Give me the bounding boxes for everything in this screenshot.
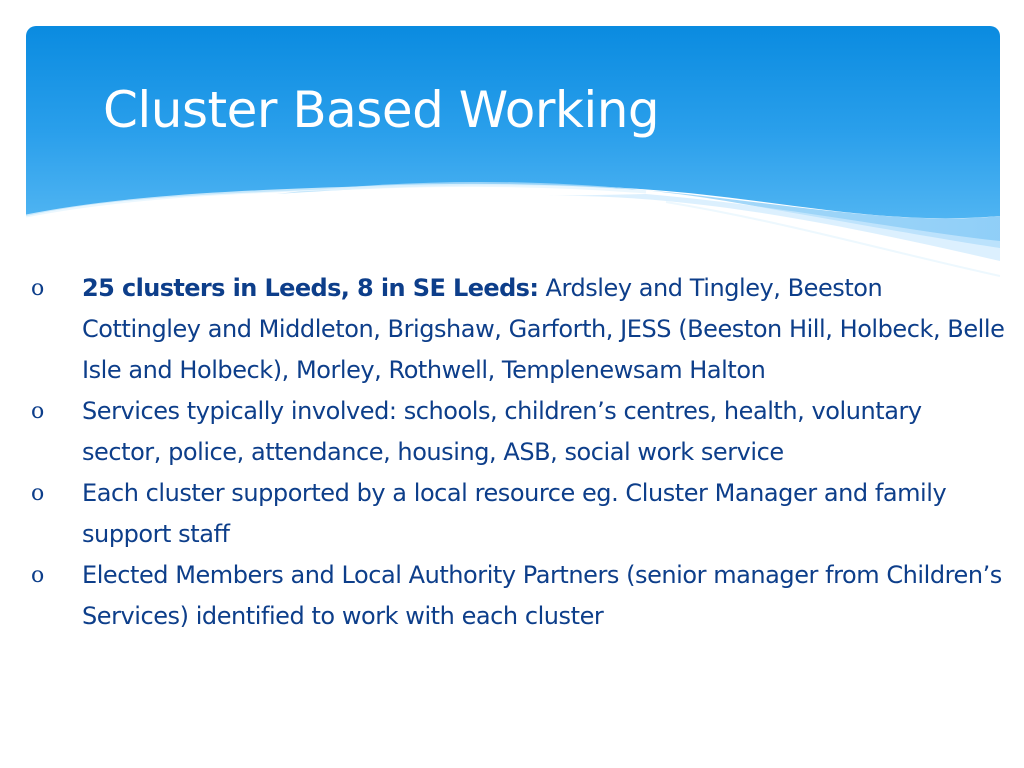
bullet-list <box>26 268 1006 637</box>
bullet-item <box>26 473 1006 555</box>
header-wave-graphic <box>26 26 1000 286</box>
bullet-item <box>26 555 1006 637</box>
header-banner <box>26 26 1000 286</box>
bullet-item <box>26 268 1006 391</box>
bullet-item <box>26 391 1006 473</box>
bullet-text: Services typically involved: schools, children’s centres, health, voluntary sector, police, attendance, housing, ASB, social work service <box>82 397 922 466</box>
bullet-text: Elected Members and Local Authority Partners (senior manager from Children’s Services) identified to work with each cluster <box>82 561 1002 630</box>
bullet-marker: o <box>31 399 44 424</box>
slide-title: Cluster Based Working <box>103 81 660 139</box>
bullet-marker: o <box>31 276 44 301</box>
bullet-text: Ardsley and Tingley, Beeston Cottingley and Middleton, Brigshaw, Garforth, JESS (Beeston Hill, Holbeck, Belle Isle and Holbeck), Morley, Rothwell, Templenewsam Halton <box>82 274 1005 384</box>
bullet-lead-text: 25 clusters in Leeds, 8 in SE Leeds: <box>82 274 539 302</box>
bullet-text: Each cluster supported by a local resource eg. Cluster Manager and family support staff <box>82 479 947 548</box>
bullet-marker: o <box>31 481 44 506</box>
bullet-marker: o <box>31 563 44 588</box>
